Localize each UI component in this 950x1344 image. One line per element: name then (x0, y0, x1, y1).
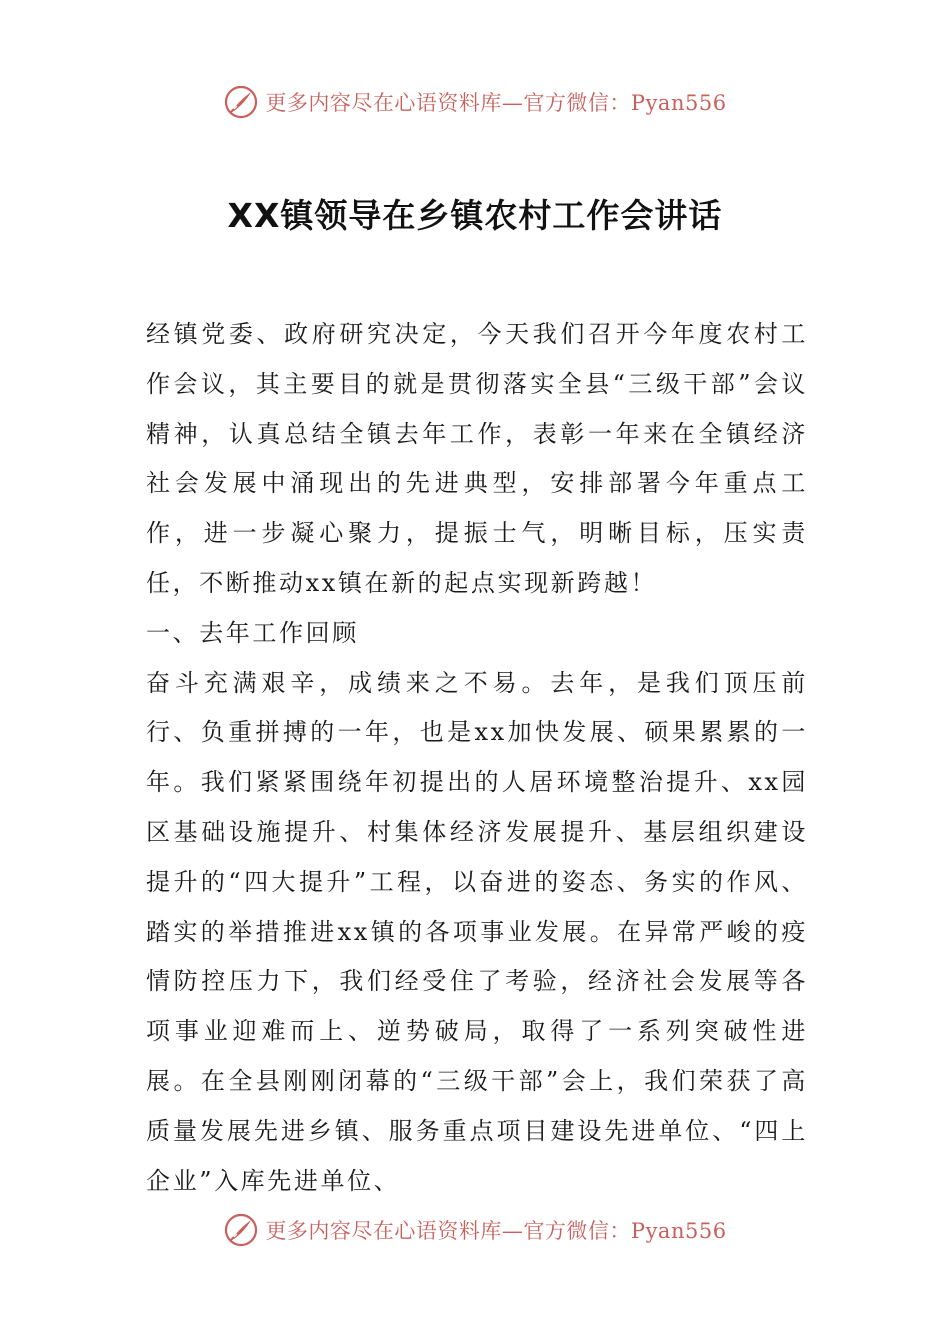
section-heading: 一、去年工作回顾 (146, 618, 359, 647)
paragraph-review: 奋斗充满艰辛，成绩来之不易。去年，是我们顶压前行、负重拼搏的一年，也是xx加快发展、硕果累累的一年。我们紧紧围绕年初提出的人居环境整治提升、xx园区基础设施提升、村集体经济发展提升、基层组织建设提升的“四大提升”工程，以奋进的姿态、务实的作风、踏实的举措推进xx镇的各项事业发展。在异常严峻的疫情防控压力下，我们经受住了考验，经济社会发展等各项事业迎难而上、逆势破局，取得了一系列突破性进展。在全县刚刚闭幕的“三级干部”会上，我们荣获了高质量发展先进乡镇、服务重点项目建设先进单位、“四上企业”入库先进单位、 (146, 668, 808, 1195)
paragraph-intro: 经镇党委、政府研究决定，今天我们召开今年度农村工作会议，其主要目的就是贯彻落实全县“三级干部”会议精神，认真总结全镇去年工作，表彰一年来在全镇经济社会发展中涌现出的先进典型，安排部署今年重点工作，进一步凝心聚力，提振士气，明晰目标，压实责任，不断推动xx镇在新的起点实现新跨越！ (146, 320, 808, 597)
banner-text: 更多内容尽在心语资料库—官方微信：Pyan556 (265, 1219, 727, 1243)
footer-banner (0, 1208, 950, 1252)
banner-text: 更多内容尽在心语资料库—官方微信：Pyan556 (265, 91, 727, 115)
quill-logo-icon (223, 84, 259, 120)
header-banner (0, 80, 950, 124)
quill-logo-icon (223, 1212, 259, 1248)
document-title: XX镇领导在乡镇农村工作会讲话 (227, 196, 723, 236)
document-body (146, 310, 808, 1206)
